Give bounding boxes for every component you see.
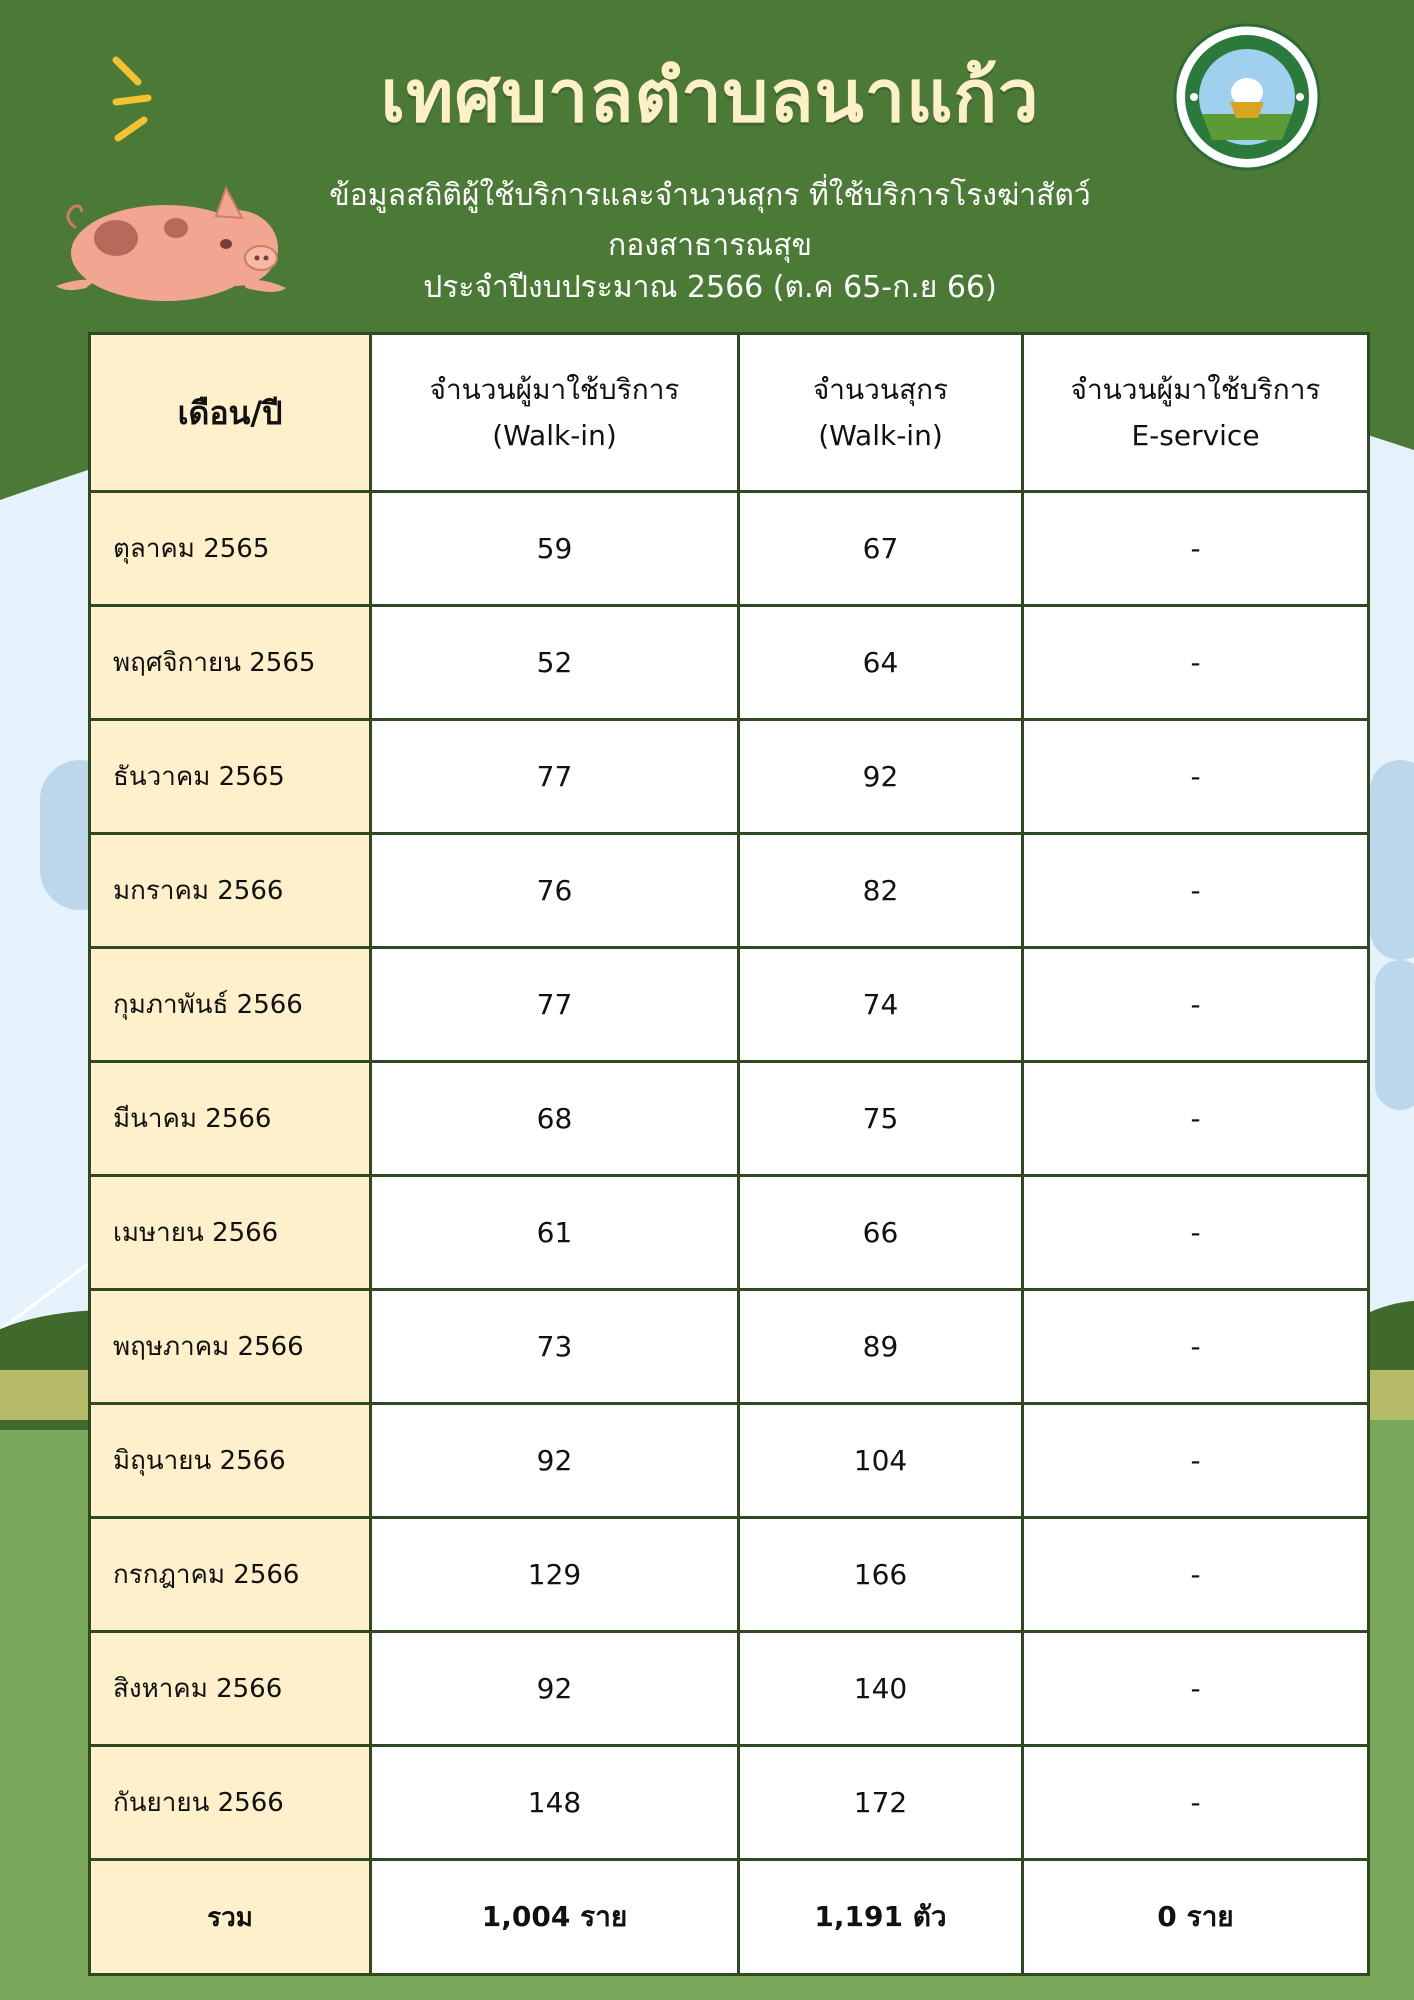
header-pigs-line1: จำนวนสุกร (812, 372, 949, 406)
eservice-cell: - (1190, 874, 1201, 907)
total-eservice: 0 ราย (1157, 1900, 1234, 1933)
pigs-cell: 172 (740, 1747, 1024, 1858)
header-month (91, 335, 372, 490)
visitors-cell: 61 (372, 1177, 740, 1288)
table-row (91, 835, 1367, 949)
pigs-cell: 89 (740, 1291, 1024, 1402)
header-month-label: เดือน/ปี (177, 393, 283, 432)
page-title: เทศบาลตำบลนาแก้ว (380, 54, 1040, 138)
pigs-cell: 67 (740, 493, 1024, 604)
visitors-cell: 129 (372, 1519, 740, 1630)
month-cell: มีนาคม 2566 (91, 1063, 372, 1174)
visitors-cell: 92 (372, 1405, 740, 1516)
table-total-row (91, 1861, 1367, 1973)
header-visitors (372, 335, 740, 490)
subtitle-line2: กองสาธารณสุข (608, 228, 812, 263)
visitors-cell: 92 (372, 1633, 740, 1744)
month-cell: กันยายน 2566 (91, 1747, 372, 1858)
eservice-cell: - (1190, 1444, 1201, 1477)
cloud-right-2 (1375, 960, 1414, 1110)
table-row (91, 1177, 1367, 1291)
total-visitors: 1,004 ราย (372, 1861, 740, 1973)
header-eservice-line2: E-service (1131, 418, 1260, 452)
pigs-cell: 166 (740, 1519, 1024, 1630)
visitors-cell: 77 (372, 949, 740, 1060)
eservice-cell: - (1190, 532, 1201, 565)
visitors-cell: 148 (372, 1747, 740, 1858)
visitors-cell: 59 (372, 493, 740, 604)
table-row (91, 949, 1367, 1063)
month-cell: กรกฎาคม 2566 (91, 1519, 372, 1630)
table-row (91, 1747, 1367, 1861)
pigs-cell: 82 (740, 835, 1024, 946)
header-visitors-line2: (Walk-in) (492, 418, 617, 452)
month-cell: สิงหาคม 2566 (91, 1633, 372, 1744)
header-eservice-line1: จำนวนผู้มาใช้บริการ (1070, 372, 1321, 406)
subtitle-line3: ประจำปีงบประมาณ 2566 (ต.ค 65-ก.ย 66) (423, 270, 997, 305)
visitors-cell: 68 (372, 1063, 740, 1174)
eservice-cell: - (1190, 1786, 1201, 1819)
header-visitors-line1: จำนวนผู้มาใช้บริการ (429, 372, 680, 406)
table-row (91, 1063, 1367, 1177)
total-label: รวม (91, 1861, 372, 1973)
table-row (91, 607, 1367, 721)
table-row (91, 1519, 1367, 1633)
eservice-cell: - (1190, 1672, 1201, 1705)
pigs-cell: 66 (740, 1177, 1024, 1288)
table-row (91, 493, 1367, 607)
header-pigs-line2: (Walk-in) (818, 418, 943, 452)
eservice-cell: - (1190, 988, 1201, 1021)
month-cell: พฤศจิกายน 2565 (91, 607, 372, 718)
pigs-cell: 140 (740, 1633, 1024, 1744)
statistics-table (88, 332, 1370, 1976)
table-header-row (91, 335, 1367, 493)
table-row (91, 1405, 1367, 1519)
eservice-cell: - (1190, 1216, 1201, 1249)
eservice-cell: - (1190, 1330, 1201, 1363)
header-eservice (1024, 335, 1367, 490)
header-pigs (740, 335, 1024, 490)
eservice-cell: - (1190, 1102, 1201, 1135)
cloud-right (1370, 760, 1414, 960)
table-row (91, 1291, 1367, 1405)
month-cell: มิถุนายน 2566 (91, 1405, 372, 1516)
eservice-cell: - (1190, 646, 1201, 679)
month-cell: กุมภาพันธ์ 2566 (91, 949, 372, 1060)
pigs-cell: 92 (740, 721, 1024, 832)
eservice-cell: - (1190, 760, 1201, 793)
eservice-cell: - (1190, 1558, 1201, 1591)
pigs-cell: 75 (740, 1063, 1024, 1174)
visitors-cell: 76 (372, 835, 740, 946)
pigs-cell: 64 (740, 607, 1024, 718)
pigs-cell: 74 (740, 949, 1024, 1060)
month-cell: ธันวาคม 2565 (91, 721, 372, 832)
municipality-seal-icon (1172, 22, 1322, 172)
visitors-cell: 73 (372, 1291, 740, 1402)
pigs-cell: 104 (740, 1405, 1024, 1516)
total-pigs: 1,191 ตัว (740, 1861, 1024, 1973)
month-cell: เมษายน 2566 (91, 1177, 372, 1288)
visitors-cell: 77 (372, 721, 740, 832)
spark-icon (108, 54, 158, 144)
subtitle-line1: ข้อมูลสถิติผู้ใช้บริการและจำนวนสุกร ที่ใช้บริการโรงฆ่าสัตว์ (329, 178, 1091, 213)
month-cell: มกราคม 2566 (91, 835, 372, 946)
month-cell: พฤษภาคม 2566 (91, 1291, 372, 1402)
visitors-cell: 52 (372, 607, 740, 718)
table-row (91, 1633, 1367, 1747)
table-row (91, 721, 1367, 835)
month-cell: ตุลาคม 2565 (91, 493, 372, 604)
